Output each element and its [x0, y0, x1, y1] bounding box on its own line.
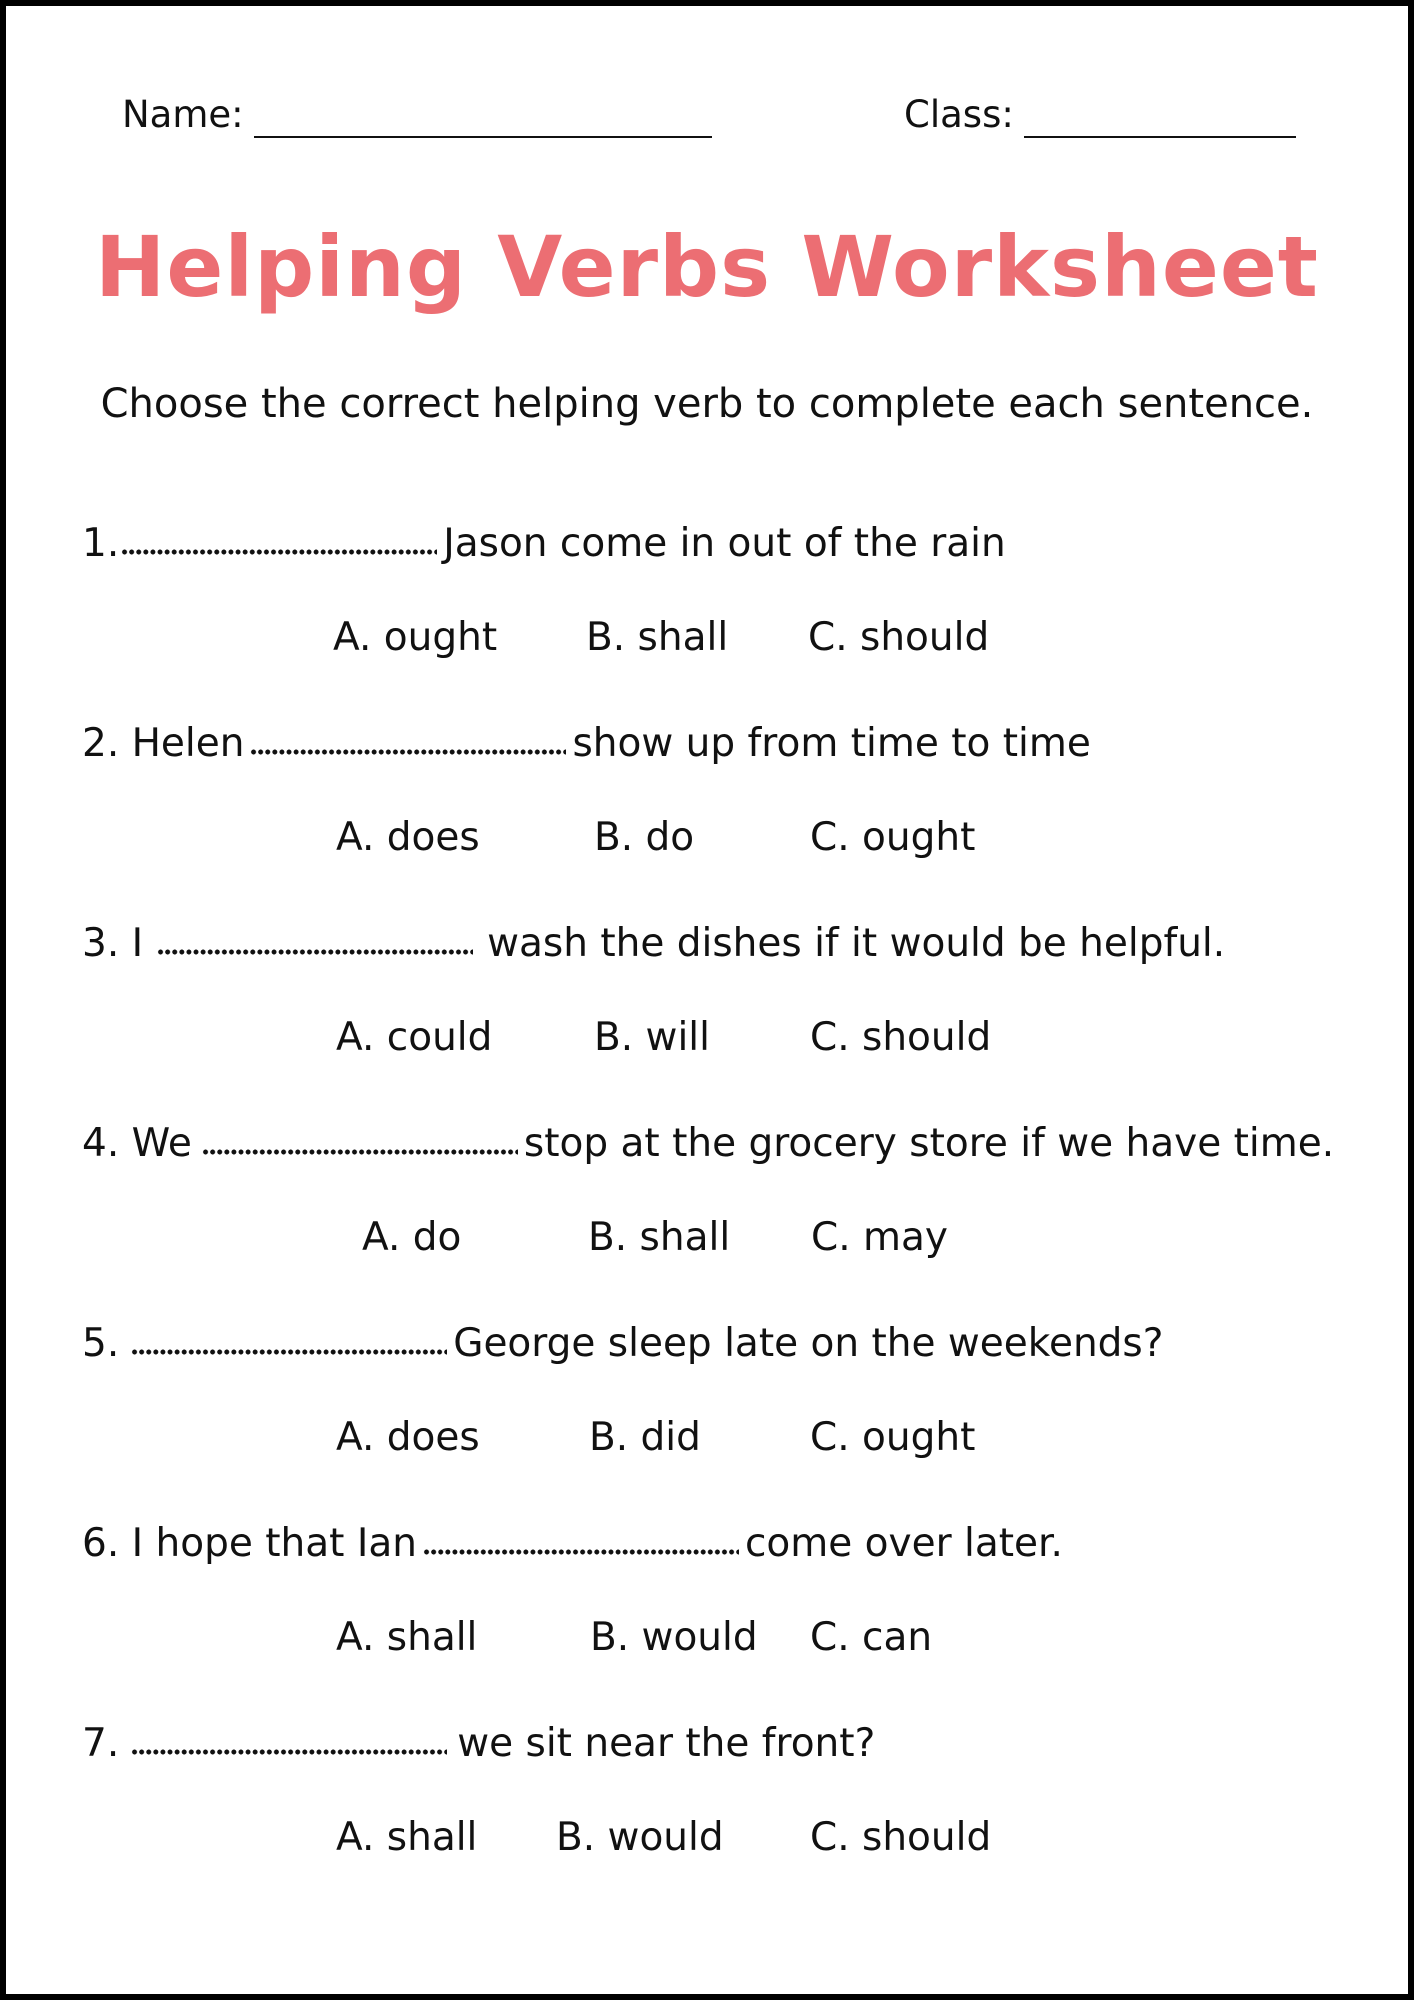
- question-4-option-b[interactable]: B. shall: [588, 1215, 731, 1260]
- question-7-option-a[interactable]: A. shall: [336, 1815, 478, 1860]
- question-1-options: [0, 612, 1414, 664]
- question-2-options: [0, 812, 1414, 864]
- question-2: [82, 718, 1091, 770]
- question-5-option-c[interactable]: C. ought: [810, 1415, 976, 1460]
- question-5-option-a[interactable]: A. does: [336, 1415, 480, 1460]
- question-2-blank[interactable]: [250, 748, 566, 756]
- question-3-option-b[interactable]: B. will: [594, 1015, 710, 1060]
- name-field: [122, 92, 712, 138]
- question-7-text: we sit near the front?: [457, 1721, 876, 1766]
- question-3-blank[interactable]: [157, 948, 473, 956]
- question-6-option-c[interactable]: C. can: [810, 1615, 933, 1660]
- question-4-blank[interactable]: [202, 1148, 518, 1156]
- question-2-prefix: 2. Helen: [82, 721, 245, 766]
- question-7-option-b[interactable]: B. would: [556, 1815, 724, 1860]
- question-2-option-b[interactable]: B. do: [594, 815, 695, 860]
- question-5-text: George sleep late on the weekends?: [453, 1321, 1164, 1366]
- question-6-text: come over later.: [744, 1521, 1063, 1566]
- question-4: [82, 1118, 1334, 1170]
- question-7-blank[interactable]: [131, 1748, 447, 1756]
- question-3-option-c[interactable]: C. should: [810, 1015, 992, 1060]
- question-5-blank[interactable]: [131, 1348, 447, 1356]
- question-4-prefix: 4. We: [82, 1121, 192, 1166]
- question-5-option-b[interactable]: B. did: [589, 1415, 701, 1460]
- question-7-prefix: 7.: [82, 1721, 120, 1766]
- question-5: [82, 1318, 1163, 1370]
- question-3-option-a[interactable]: A. could: [336, 1015, 493, 1060]
- question-6-option-a[interactable]: A. shall: [336, 1615, 478, 1660]
- question-4-options: [0, 1212, 1414, 1264]
- class-field: [904, 92, 1296, 138]
- name-blank-line[interactable]: [254, 96, 712, 138]
- question-5-prefix: 5.: [82, 1321, 120, 1366]
- question-1-blank[interactable]: [121, 548, 437, 556]
- question-1-text: Jason come in out of the rain: [443, 521, 1006, 566]
- question-7: [82, 1718, 875, 1770]
- name-label: Name:: [122, 93, 244, 136]
- question-6-options: [0, 1612, 1414, 1664]
- question-6: [82, 1518, 1063, 1570]
- question-7-option-c[interactable]: C. should: [810, 1815, 992, 1860]
- question-7-options: [0, 1812, 1414, 1864]
- page-title: Helping Verbs Worksheet: [95, 218, 1319, 316]
- question-6-option-b[interactable]: B. would: [590, 1615, 758, 1660]
- question-2-text: show up from time to time: [572, 721, 1091, 766]
- class-blank-line[interactable]: [1024, 96, 1296, 138]
- question-4-text: stop at the grocery store if we have time.: [523, 1121, 1335, 1166]
- question-3-prefix: 3. I: [82, 921, 144, 966]
- question-3-text: wash the dishes if it would be helpful.: [487, 921, 1226, 966]
- question-1-option-c[interactable]: C. should: [808, 615, 990, 660]
- question-1-option-b[interactable]: B. shall: [586, 615, 729, 660]
- question-4-option-a[interactable]: A. do: [362, 1215, 462, 1260]
- question-6-blank[interactable]: [423, 1548, 739, 1556]
- question-5-options: [0, 1412, 1414, 1464]
- question-3-options: [0, 1012, 1414, 1064]
- question-1-option-a[interactable]: A. ought: [333, 615, 498, 660]
- question-2-option-a[interactable]: A. does: [336, 815, 480, 860]
- question-3: [82, 918, 1225, 970]
- question-1: [82, 518, 1006, 570]
- question-1-prefix: 1.: [82, 521, 120, 566]
- class-label: Class:: [904, 93, 1014, 136]
- question-2-option-c[interactable]: C. ought: [810, 815, 976, 860]
- question-6-prefix: 6. I hope that Ian: [82, 1521, 417, 1566]
- instructions: Choose the correct helping verb to complete each sentence.: [100, 381, 1314, 427]
- question-4-option-c[interactable]: C. may: [811, 1215, 948, 1260]
